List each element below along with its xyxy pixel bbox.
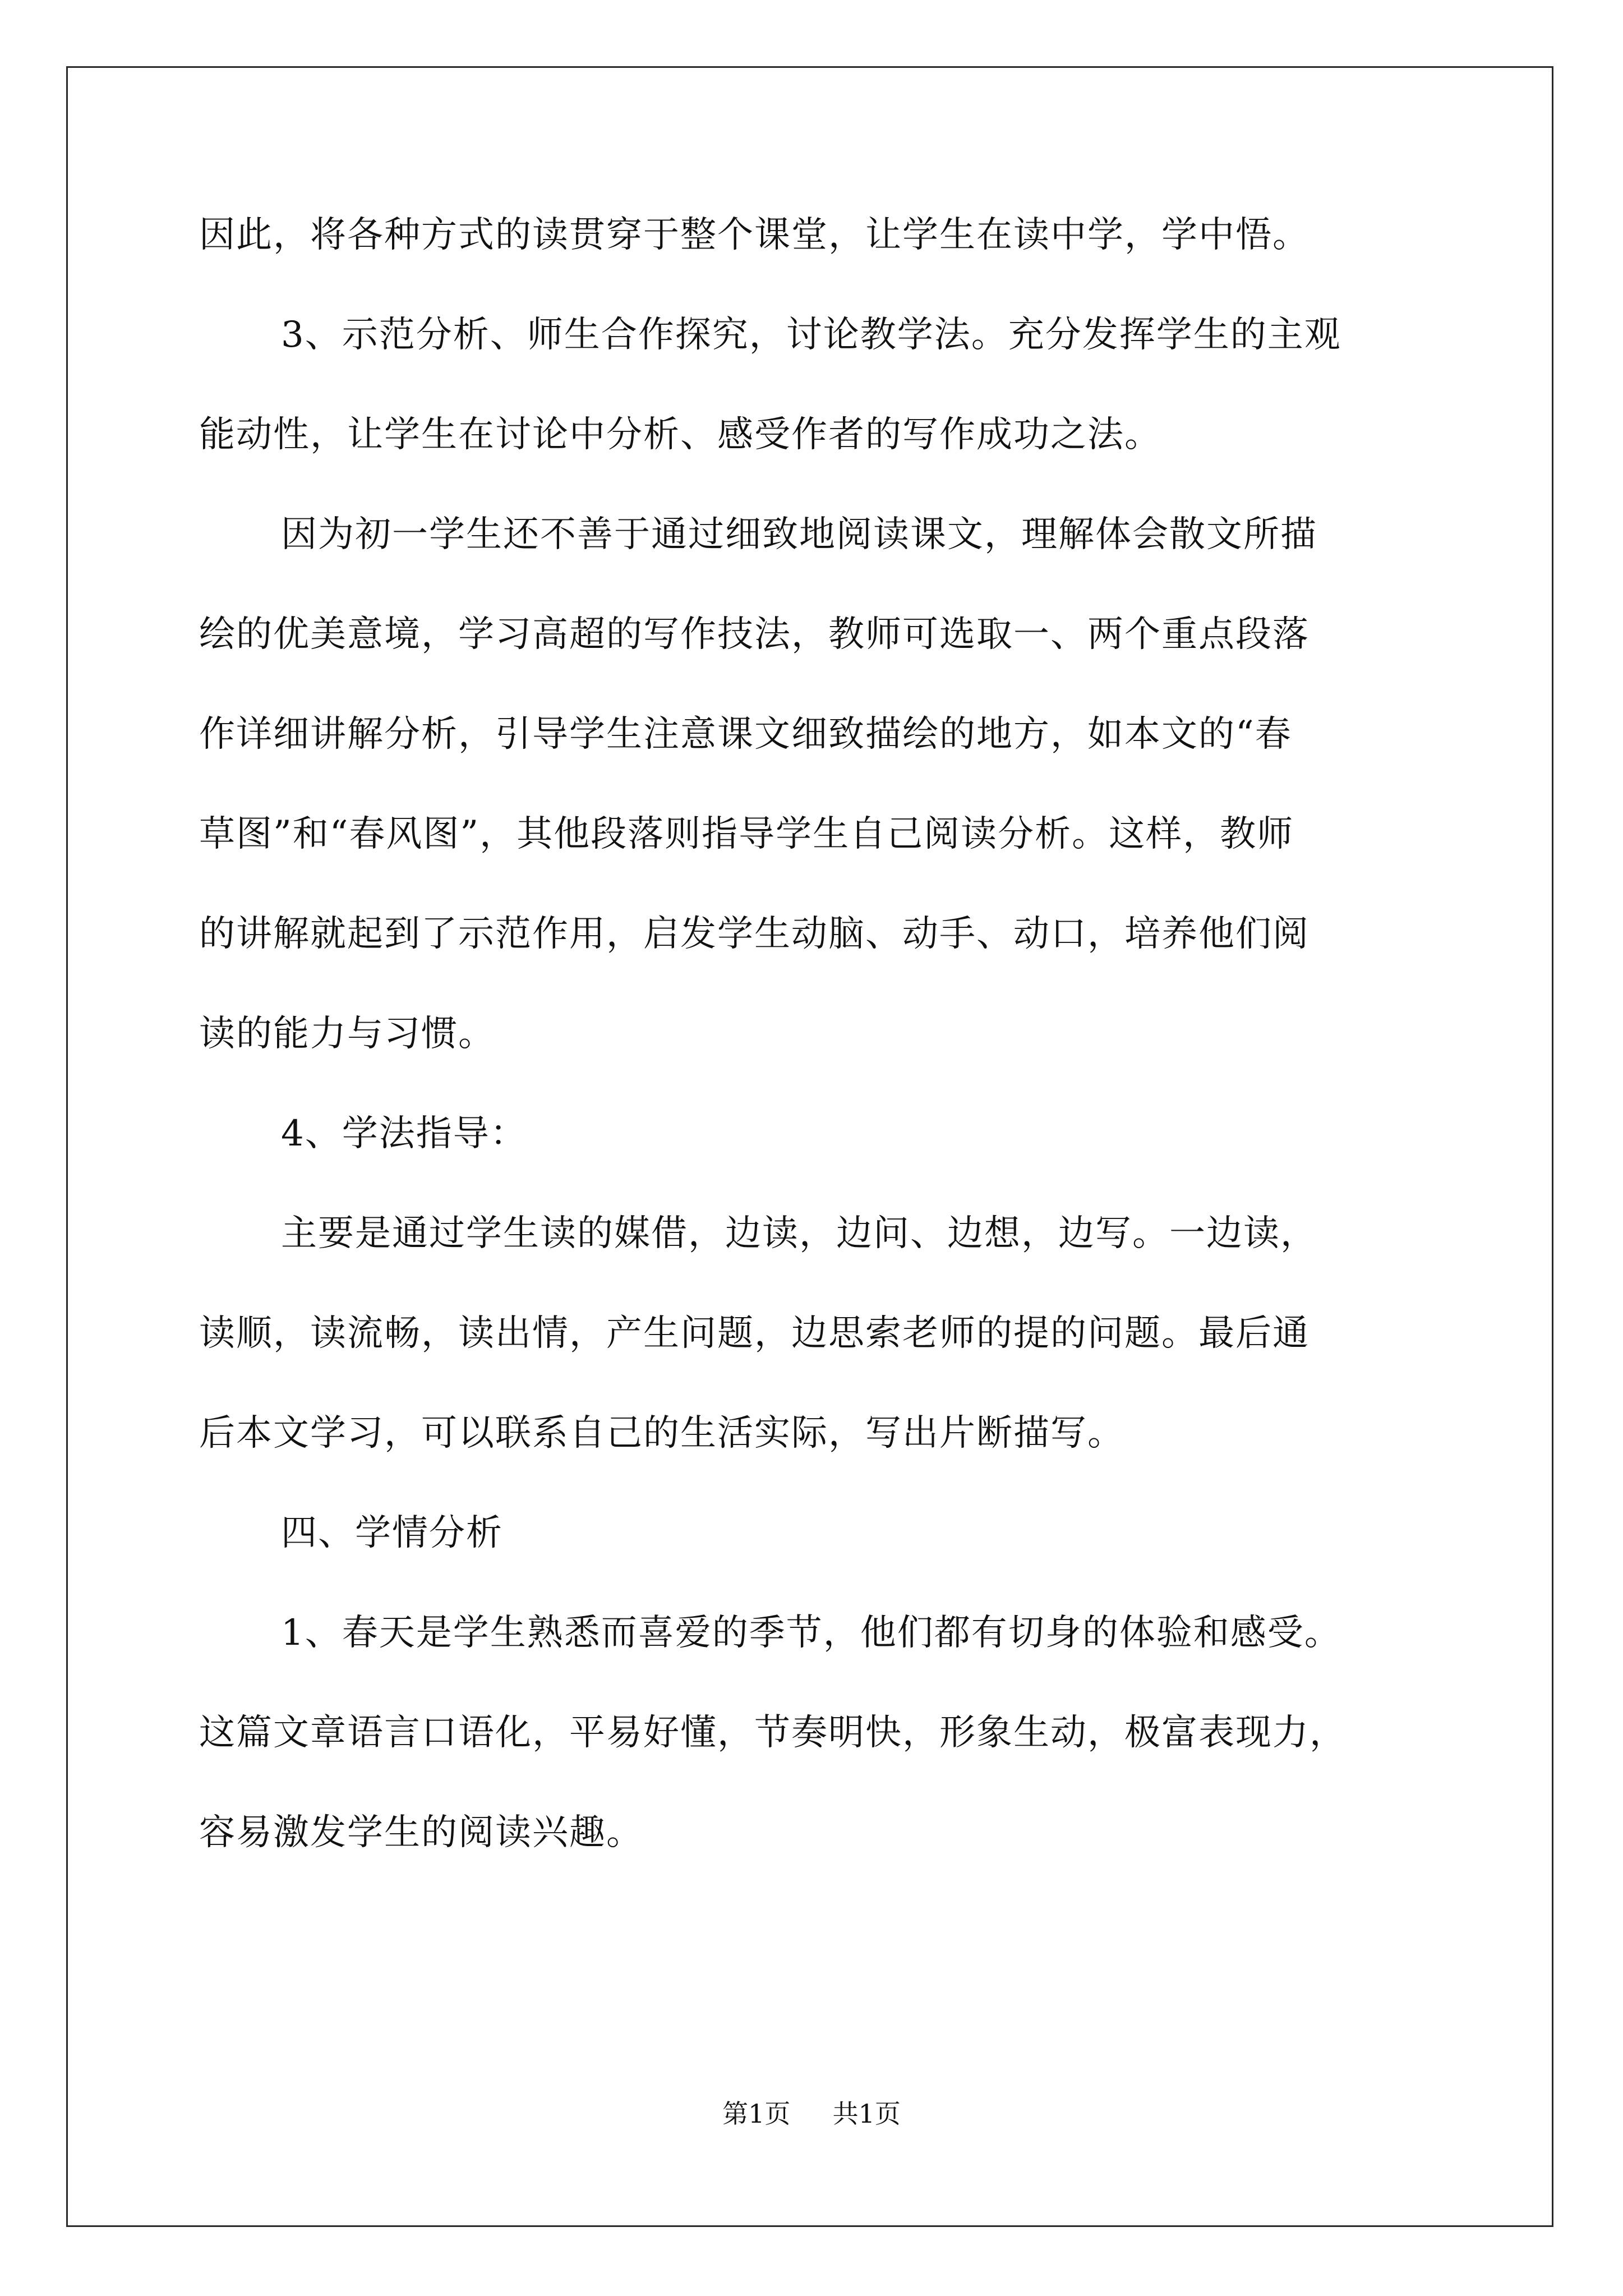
text-line: 因此，将各种方式的读贯穿于整个课堂，让学生在读中学，学中悟。 (199, 214, 1310, 256)
document-body (199, 210, 1438, 1908)
text-line: 主要是通过学生读的媒借，边读，边问、边想，边写。一边读， (281, 1213, 1317, 1254)
text-line: 作详细讲解分析，引导学生注意课文细致描绘的地方，如本文的“春 (199, 714, 1292, 755)
text-line: 容易激发学生的阅读兴趣。 (199, 1812, 643, 1853)
text-line: 能动性，让学生在讨论中分析、感受作者的写作成功之法。 (199, 414, 1161, 455)
text-line: 草图”和“春风图”，其他段落则指导学生自己阅读分析。这样，教师 (199, 813, 1294, 855)
text-line: 读顺，读流畅，读出情，产生问题，边思索老师的提的问题。最后通 (199, 1313, 1310, 1354)
text-line: 这篇文章语言口语化，平易好懂，节奏明快，形象生动，极富表现力， (199, 1712, 1347, 1754)
text-line: 后本文学习，可以联系自己的生活实际，写出片断描写。 (199, 1412, 1124, 1454)
text-line: 1、春天是学生熟悉而喜爱的季节，他们都有切身的体验和感受。 (281, 1612, 1341, 1654)
page-number: 第1页 (722, 2099, 791, 2129)
section-heading: 四、学情分析 (281, 1512, 503, 1554)
text-line: 绘的优美意境，学习高超的写作技法，教师可选取一、两个重点段落 (199, 614, 1310, 655)
text-line: 的讲解就起到了示范作用，启发学生动脑、动手、动口，培养他们阅 (199, 913, 1310, 955)
text-line: 3、示范分析、师生合作探究，讨论教学法。充分发挥学生的主观 (281, 314, 1341, 356)
section-heading: 4、学法指导： (281, 1113, 527, 1154)
page-footer (0, 2097, 1623, 2131)
text-line: 读的能力与习惯。 (199, 1013, 495, 1055)
page-total: 共1页 (832, 2099, 901, 2129)
text-line: 因为初一学生还不善于通过细致地阅读课文，理解体会散文所描 (281, 514, 1317, 555)
